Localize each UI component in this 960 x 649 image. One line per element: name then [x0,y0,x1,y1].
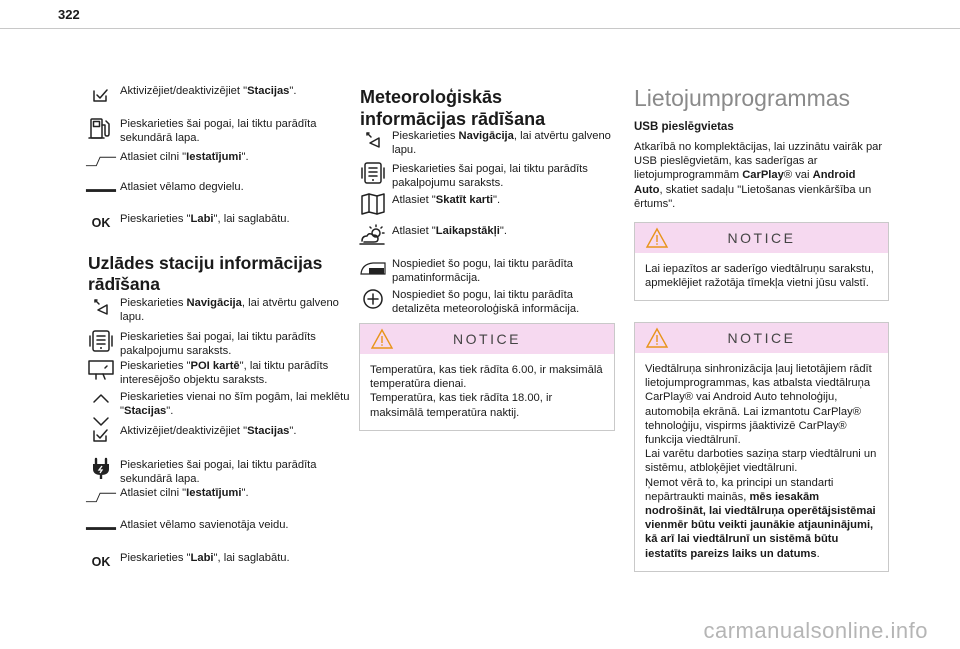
instruction-row [357,257,614,285]
instruction-text: Nospiediet šo pogu, lai tiktu parādīta detalizēta meteoroloģiskā informācija. [392,289,580,316]
notice-title: NOTICE [727,330,796,346]
instruction-row [85,180,352,202]
instruction-row [85,359,352,387]
instruction-text: Nospiediet šo pogu, lai tiktu parādīta pamatinformācija. [392,258,573,285]
tab-icon [85,150,117,172]
instruction-row [85,330,352,358]
notice-header [635,223,888,253]
charging-plug-icon [85,458,117,480]
instruction-row [85,117,352,145]
instruction-row [85,518,352,540]
apps-heading: Lietojumprogrammas [634,85,851,111]
notice-text: Lai iepazītos ar saderīgo viedtālruņu sarakstu, apmeklējiet ražotāja tīmekļa vietni jūsu valstī. [645,263,874,290]
instruction-text: Atlasiet vēlamo savienotāja veidu. [120,519,289,531]
instruction-row [357,193,614,215]
instruction-text: Pieskarieties šai pogai, lai tiktu parādīta sekundārā lapa. [120,118,317,145]
ok-icon: OK [91,555,111,569]
instruction-text: Aktivizējiet/deaktivizējiet "Stacijas". [120,425,297,437]
instruction-row [85,296,352,324]
instruction-text: Atlasiet cilni "Iestatījumi". [120,487,249,499]
map-pin-icon [85,359,117,381]
instruction-text: Pieskarieties "Labi", lai saglabātu. [120,552,290,564]
instruction-row [85,424,352,446]
instruction-text: Pieskarieties "POI kartē", lai tiktu parādīts interesējošo objektu saraksts. [120,360,329,387]
map-icon [357,193,389,215]
usb-subheading: USB pieslēgvietas [634,121,734,133]
navigation-arrow-icon [357,129,389,151]
watermark: carmanualsonline.info [703,618,928,643]
poi-list-icon [357,162,389,184]
section-title-weather: Meteoroloģiskās informācijas rādīšana [360,87,546,129]
warning-triangle-icon [645,327,669,354]
ok-icon: OK [91,216,111,230]
selection-bar-icon [85,518,117,540]
notice-title: NOTICE [453,331,521,347]
page-number: 322 [58,7,80,22]
instruction-row [85,486,352,508]
instruction-row [357,129,614,157]
top-rule [0,28,960,29]
instruction-text: Pieskarieties Navigācija, lai atvērtu galveno lapu. [120,297,339,324]
instruction-row [85,212,352,234]
instruction-text: Aktivizējiet/deaktivizējiet "Stacijas". [120,85,297,97]
notice-text: Viedtālruņa sinhronizācija ļauj lietotājiem rādīt lietojumprogrammas, kas atbalsta viedtālruņa CarPlay® vai Android Auto tehnoloģiju, automobiļa ekrānā. Lai izmantotu CarPlay® tehnoloģiju, vispirms jāaktivizē CarPlay® funkcija viedtālrunī. Lai varētu darboties saziņa starp viedtālruni un sistēmu, atbloķējiet viedtālruni. Ņemot vērā to, ka principi un standarti nepārtraukti mainās, mēs iesakām nodrošināt, lai viedtālruņa operētājsistēmai vienmēr būtu veikti jaunākie atjauninājumi, kā arī lai viedtālrunī un sistēmā būtu iestatīts pareizs laiks un datums. [645,363,877,560]
instruction-text: Atlasiet "Skatīt karti". [392,194,501,206]
instruction-text: Atlasiet "Laikapstākļi". [392,225,507,237]
instruction-row [357,162,614,190]
instruction-text: Pieskarieties šai pogai, lai tiktu parādīts pakalpojumu saraksts. [120,331,316,358]
instruction-row [85,551,352,573]
instruction-text: Atlasiet cilni "Iestatījumi". [120,151,249,163]
instruction-row [85,84,352,106]
plus-circle-icon [357,288,389,310]
notice-box-weather [359,323,615,431]
speedometer-icon [357,257,389,279]
section-title-charging: Uzlādes staciju informācijas rādīšana [88,253,323,294]
notice-box-sync [634,322,889,572]
usb-paragraph: Atkarībā no komplektācijas, lai uzzinātu vairāk par USB pieslēgvietām, kas saderīgas ar lietojumprogrammām CarPlay® vai Android Auto, skatiet sadaļu "Lietošanas vienkāršība un ērtums". [634,141,883,210]
instruction-text: Pieskarieties "Labi", lai saglabātu. [120,213,290,225]
warning-triangle-icon [645,227,669,254]
notice-header [360,324,614,354]
fuel-station-icon [85,117,117,139]
checkbox-icon [85,424,117,446]
notice-text: Temperatūra, kas tiek rādīta 6.00, ir maksimālā temperatūra dienai. Temperatūra, kas tiek rādīta 18.00, ir maksimālā temperatūra naktij. [370,364,603,419]
instruction-row [357,288,614,316]
instruction-text: Pieskarieties šai pogai, lai tiktu parādīta sekundārā lapa. [120,459,317,486]
instruction-row [85,150,352,172]
instruction-text: Pieskarieties šai pogai, lai tiktu parādīts pakalpojumu saraksts. [392,163,588,190]
instruction-text: Pieskarieties Navigācija, lai atvērtu galveno lapu. [392,130,611,157]
navigation-arrow-icon [85,296,117,318]
tab-icon [85,486,117,508]
warning-triangle-icon [370,328,394,355]
instruction-row [85,458,352,486]
notice-box-compat [634,222,889,301]
instruction-row [357,224,614,246]
instruction-text: Atlasiet vēlamo degvielu. [120,181,244,193]
notice-header [635,323,888,353]
weather-icon [357,224,389,246]
selection-bar-icon [85,180,117,202]
checkbox-icon [85,84,117,106]
notice-title: NOTICE [727,230,796,246]
poi-list-icon [85,330,117,352]
instruction-text: Pieskarieties vienai no šīm pogām, lai meklētu "Stacijas". [120,391,350,418]
